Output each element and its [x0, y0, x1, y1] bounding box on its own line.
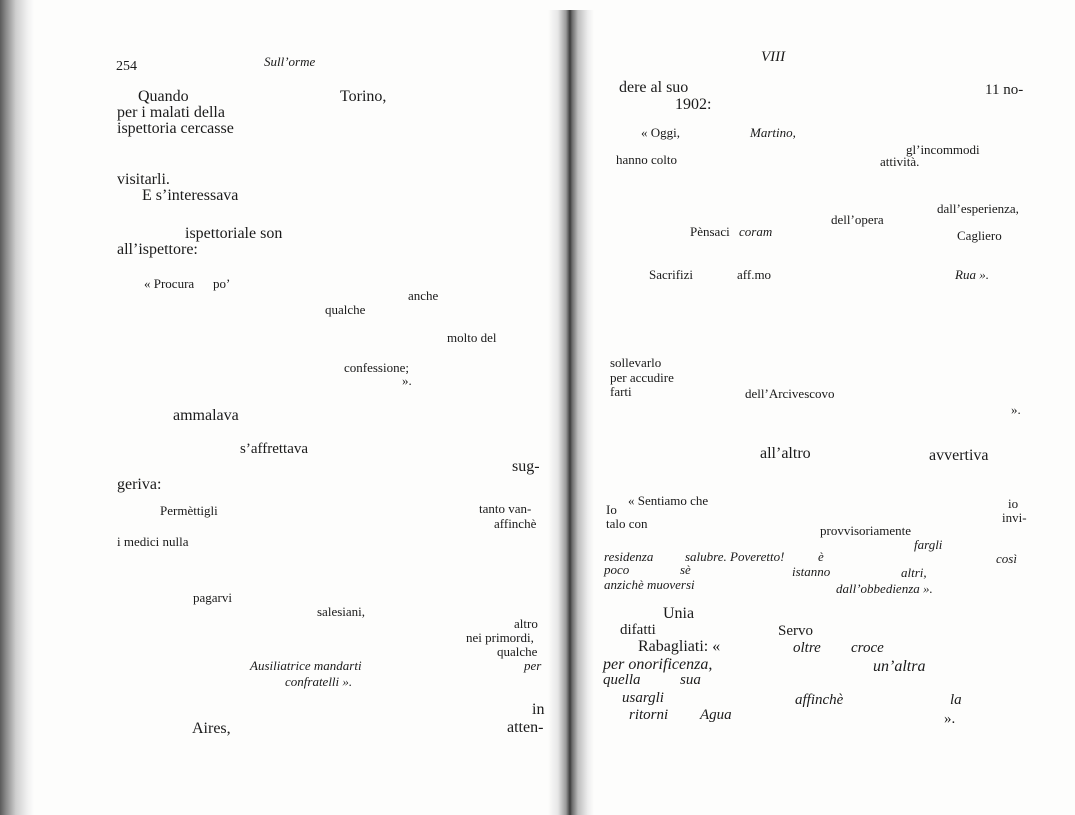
left-page-text-fragment: qualche	[325, 302, 366, 317]
right-page-text-fragment: fargli	[914, 537, 943, 552]
right-page-text-fragment: dell’opera	[831, 212, 884, 227]
right-page-text-fragment: « Oggi,	[641, 125, 680, 140]
right-page-text-fragment: è	[818, 549, 824, 564]
left-page-text-fragment: atten-	[507, 719, 544, 736]
left-page-text-fragment: Quando	[138, 88, 189, 105]
left-page-text-fragment: qualche	[497, 644, 538, 659]
right-page-text-fragment: « Sentiamo che	[628, 493, 709, 508]
right-page-text-fragment: farti	[610, 384, 632, 399]
right-page-text-fragment: difatti	[620, 622, 656, 638]
right-page-text-fragment: avvertiva	[929, 447, 989, 464]
left-page-text-fragment: tanto van-	[479, 501, 532, 516]
right-page-text-fragment: salubre. Poveretto!	[685, 549, 785, 564]
page-number: 254	[116, 59, 137, 74]
right-page-text-fragment: attività.	[880, 154, 920, 169]
left-page-text-fragment: anche	[408, 288, 439, 303]
left-page-edge-shadow	[0, 0, 34, 815]
right-page-text-fragment: Rua ».	[955, 267, 989, 282]
left-page-text-fragment: confessione;	[344, 360, 409, 375]
right-page-text-fragment: anzichè muoversi	[604, 577, 695, 592]
right-page-text-fragment: dall’obbedienza ».	[836, 581, 933, 596]
left-page-text-fragment: salesiani,	[317, 604, 366, 619]
left-page-text-fragment: per i malati della	[117, 104, 225, 121]
right-page-text-fragment: così	[996, 551, 1017, 566]
right-page-text-fragment: poco	[604, 562, 630, 577]
right-page-text-fragment: residenza	[604, 549, 654, 564]
right-page-text-fragment: all’altro	[760, 445, 811, 462]
right-page-text-fragment: Rabagliati: «	[638, 638, 721, 655]
right-page-text-fragment: 1902:	[675, 96, 712, 113]
right-page-text-fragment: dall’esperienza,	[937, 201, 1019, 216]
right-page-text-fragment: aff.mo	[737, 267, 772, 282]
left-page-text-fragment: po’	[213, 276, 231, 291]
left-page-text-fragment: i medici nulla	[117, 534, 189, 549]
left-page-text-fragment: altro	[514, 616, 538, 631]
right-page-text-fragment: provvisoriamente	[820, 523, 911, 538]
right-page-text-fragment: la	[950, 692, 962, 708]
right-page-text-fragment: Cagliero	[957, 228, 1002, 243]
right-page-text-fragment: dell’Arcivescovo	[745, 386, 835, 401]
right-page-text-fragment: ».	[944, 711, 956, 727]
running-head-left: Sull’orme	[264, 54, 316, 69]
right-page-text-fragment: ».	[1011, 402, 1021, 417]
left-page-text-fragment: molto del	[447, 330, 497, 345]
right-page-text-fragment: Servo	[778, 623, 813, 639]
right-page-text-fragment: affinchè	[795, 692, 844, 708]
right-page-text-fragment: oltre	[793, 640, 821, 656]
right-page-text-fragment: Agua	[700, 707, 732, 723]
right-page-text-fragment: per onorificenza,	[603, 656, 713, 673]
right-page-text-fragment: ritorni	[629, 707, 669, 723]
left-page-text-fragment: all’ispettore:	[117, 241, 198, 258]
left-page-text-fragment: geriva:	[117, 476, 162, 493]
right-page-text-fragment: sua	[680, 672, 701, 688]
left-page-text-fragment: s’affrettava	[240, 441, 309, 457]
left-page-text-fragment: pagarvi	[193, 590, 232, 605]
right-page-text-fragment: hanno colto	[616, 152, 678, 167]
right-page-text-fragment: io	[1008, 496, 1019, 511]
left-page-text-fragment: per	[524, 658, 542, 673]
right-page-text-fragment: altri,	[901, 565, 927, 580]
running-head-right: VIII	[761, 49, 786, 65]
left-page-text-fragment: E s’interessava	[142, 187, 239, 204]
right-page-text-fragment: gl’incommodi	[906, 142, 980, 157]
left-page-text-fragment: affinchè	[494, 516, 537, 531]
right-page-text-fragment: Pènsaci	[690, 224, 730, 239]
right-page-text-fragment: per accudire	[610, 370, 674, 385]
right-page-text-fragment: dere al suo	[619, 79, 689, 96]
right-page-text-fragment: un’altra	[873, 658, 926, 675]
left-page-text-fragment: ispettoria cercasse	[117, 120, 234, 137]
right-page-text-fragment: invi-	[1002, 510, 1027, 525]
right-page-text-fragment: Sacrifizi	[649, 267, 694, 282]
left-page-text-fragment: ».	[402, 373, 412, 388]
left-page-text-fragment: nei primordi,	[466, 630, 534, 645]
right-page-text-fragment: istanno	[792, 564, 831, 579]
left-page-text-fragment: sug-	[512, 458, 540, 475]
right-page-text-fragment: 11 no-	[985, 82, 1024, 98]
left-page-text-fragment: Ausiliatrice mandarti	[250, 658, 362, 673]
right-page-text-fragment: Unia	[663, 605, 695, 622]
book-spine-shadow	[548, 10, 594, 815]
right-page-text-fragment: sollevarlo	[610, 355, 662, 370]
left-page-text-fragment: Aires,	[192, 720, 231, 737]
left-page-text-fragment: Permèttigli	[160, 503, 218, 518]
right-page-text-fragment: sè	[680, 562, 691, 577]
right-page-text-fragment: talo con	[606, 516, 648, 531]
left-page-text-fragment: « Procura	[144, 276, 195, 291]
left-page-text-fragment: visitarli.	[117, 171, 170, 188]
right-page-text-fragment: coram	[739, 224, 773, 239]
right-page-text-fragment: Io	[606, 502, 617, 517]
left-page-text-fragment: ispettoriale son	[185, 225, 283, 242]
left-page-text-fragment: confratelli ».	[285, 674, 353, 689]
right-page-text-fragment: Martino,	[750, 125, 796, 140]
left-page-text-fragment: in	[532, 701, 545, 718]
left-page-text-fragment: Torino,	[340, 88, 387, 105]
left-page-text-fragment: ammalava	[173, 407, 239, 424]
right-page-text-fragment: croce	[851, 640, 884, 656]
right-page-text-fragment: usargli	[622, 690, 664, 706]
right-page-text-fragment: quella	[603, 672, 641, 688]
